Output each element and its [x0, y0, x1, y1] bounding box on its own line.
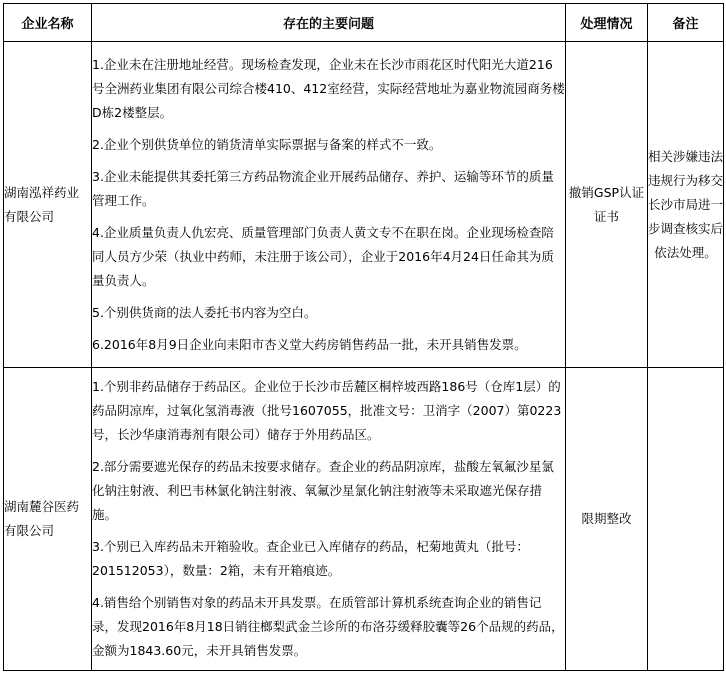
issue-item: 3.企业未能提供其委托第三方药品物流企业开展药品储存、养护、运输等环节的质量管理工作。	[92, 168, 554, 208]
enforcement-table	[3, 3, 724, 671]
issue-item: 5.个别供货商的法人委托书内容为空白。	[92, 304, 317, 320]
header-company: 企业名称	[4, 4, 92, 42]
header-handling: 处理情况	[566, 4, 648, 42]
company-name: 湖南泓祥药业有限公司	[4, 42, 92, 368]
handling-result: 限期整改	[566, 368, 648, 671]
table-row	[4, 368, 724, 671]
issue-item: 3.个别已入库药品未开箱验收。查企业已入库储存的药品，杞菊地黄丸（批号：201512053），数量：2箱，未有开箱痕迹。	[92, 539, 529, 578]
issues-cell	[92, 368, 566, 671]
remark-note: 相关涉嫌违法违规行为移交长沙市局进一步调查核实后依法处理。	[648, 42, 724, 368]
header-row	[4, 4, 724, 42]
header-remark: 备注	[648, 4, 724, 42]
issue-item: 2.部分需要遮光保存的药品未按要求储存。查企业的药品阴凉库，盐酸左氧氟沙星氯化钠注射液、利巴韦林氯化钠注射液、氧氟沙星氯化钠注射液等未采取遮光保存措施。	[92, 459, 554, 522]
issue-item: 1.企业未在注册地址经营。现场检查发现，企业未在长沙市雨花区时代阳光大道216号全洲药业集团有限公司综合楼410、412室经营，实际经营地址为嘉业物流园商务楼D栋2楼整层。	[92, 56, 565, 120]
issue-item: 1.个别非药品储存于药品区。企业位于长沙市岳麓区桐梓坡西路186号（仓库1层）的药品阴凉库，过氧化氢消毒液（批号1607055，批准文号：卫消字（2007）第0223号，长沙华康消毒剂有限公司）储存于外用药品区。	[92, 379, 562, 442]
header-issues: 存在的主要问题	[92, 4, 566, 42]
company-name: 湖南麓谷医药有限公司	[4, 368, 92, 671]
issue-item: 6.2016年8月9日企业向耒阳市杏义堂大药房销售药品一批，未开具销售发票。	[92, 336, 527, 352]
issue-item: 4.企业质量负责人仇宏亮、质量管理部门负责人黄文专不在职在岗。企业现场检查陪同人员方少荣（执业中药师，未注册于该公司），企业于2016年4月24日任命其为质量负责人。	[92, 224, 554, 288]
issue-item: 2.企业个别供货单位的销货清单实际票据与备案的样式不一致。	[92, 136, 442, 152]
issue-item: 4.销售给个别销售对象的药品未开具发票。在质管部计算机系统查询企业的销售记录，发现2016年8月18日销往榔梨武金兰诊所的布洛芬缓释胶囊等26个品规的药品，金额为1843.60元，未开具销售发票。	[92, 595, 564, 658]
issues-cell	[92, 42, 566, 368]
handling-result: 撤销GSP认证证书	[566, 42, 648, 368]
table-row	[4, 42, 724, 368]
remark-note	[648, 368, 724, 671]
